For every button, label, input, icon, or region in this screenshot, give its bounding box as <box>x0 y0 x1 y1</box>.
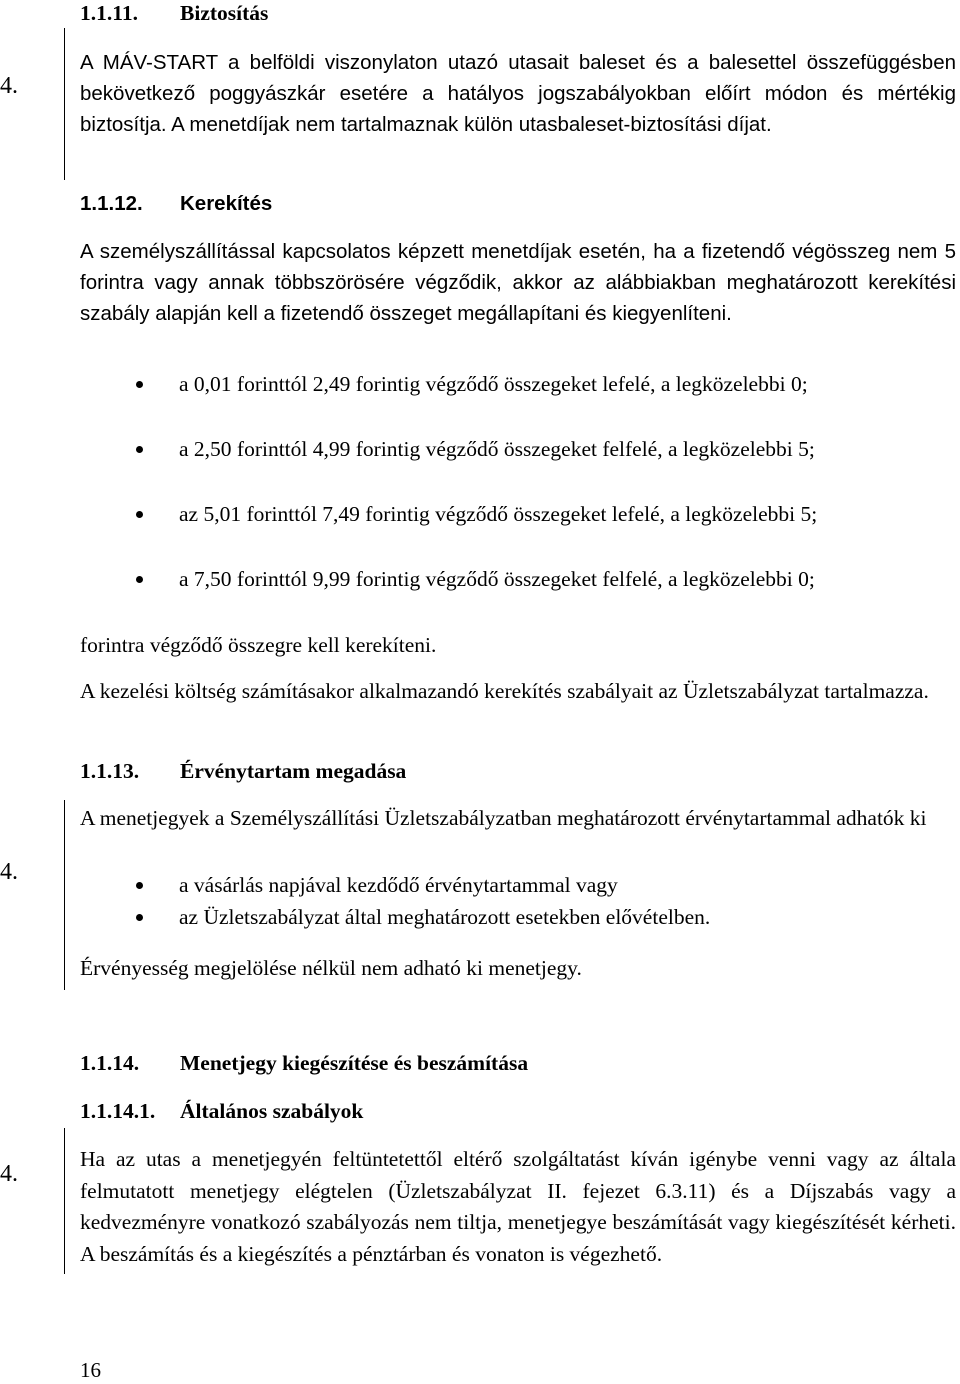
margin-marker: 4. <box>0 73 18 99</box>
page-number: 16 <box>80 1358 101 1382</box>
bullet-dot <box>136 576 143 583</box>
subsection-title: Általános szabályok <box>180 1099 364 1123</box>
bullet-dot <box>136 914 143 921</box>
list-item: a 2,50 forinttól 4,99 forintig végződő összegeket felfelé, a legközelebbi 5; <box>179 437 815 461</box>
section-title: Kerekítés <box>180 192 273 215</box>
list-item: a 0,01 forinttól 2,49 forintig végződő összegeket lefelé, a legközelebbi 0; <box>179 372 808 396</box>
paragraph: A MÁV-START a belföldi viszonylaton utazó utasait baleset és a balesettel összefüggésben bekövetkező poggyászkár esetére a hatályos jogszabályokban előírt módon és mértékig biztosítja. A menetdíjak nem tartalmaznak külön utasbaleset-biztosítási díjat. <box>80 51 956 136</box>
bullet-dot <box>136 381 143 388</box>
bullet-dot <box>136 446 143 453</box>
section-number: 1.1.11. <box>80 1 138 25</box>
list-item: a vásárlás napjával kezdődő érvénytartammal vagy <box>179 873 618 897</box>
section-heading <box>80 0 268 28</box>
paragraph: Érvényesség megjelölése nélkül nem adható ki menetjegy. <box>80 956 582 980</box>
section-title: Menetjegy kiegészítése és beszámítása <box>180 1051 529 1075</box>
section-title: Érvénytartam megadása <box>180 759 407 783</box>
section-number: 1.1.13. <box>80 759 140 783</box>
paragraph: Ha az utas a menetjegyén feltüntetettől eltérő szolgáltatást kíván igénybe venni vagy az általa felmutatott menetjegy elégtelen (Üzletszabályzat II. fejezet 6.3.11) és a Díjszabás vagy a kedvezményre vonatkozó szabályozás nem tiltja, menetjegye beszámítását vagy kiegészítését kérheti. A beszámítás és a kiegészítés a pénztárban és vonaton is végezhető. <box>80 1147 956 1266</box>
bullet-dot <box>136 511 143 518</box>
section-number: 1.1.12. <box>80 192 143 215</box>
paragraph: forintra végződő összegre kell kerekíteni. <box>80 633 437 657</box>
section-title: Biztosítás <box>180 1 269 25</box>
bullet-dot <box>136 882 143 889</box>
list-item: az 5,01 forinttól 7,49 forintig végződő összegeket lefelé, a legközelebbi 5; <box>179 502 818 526</box>
margin-marker: 4. <box>0 859 18 885</box>
paragraph: A menetjegyek a Személyszállítási Üzletszabályzatban meghatározott érvénytartammal adhatók ki <box>80 806 927 830</box>
change-bar <box>64 1128 65 1274</box>
change-bar <box>64 800 65 990</box>
subsection-number: 1.1.14.1. <box>80 1099 156 1123</box>
section-heading <box>80 1048 528 1078</box>
subsection-heading <box>80 1096 363 1126</box>
list-item: az Üzletszabályzat által meghatározott esetekben elővételben. <box>179 905 711 929</box>
section-heading <box>80 756 406 786</box>
section-number: 1.1.14. <box>80 1051 140 1075</box>
section-heading <box>80 189 272 219</box>
paragraph: A kezelési költség számításakor alkalmazandó kerekítés szabályait az Üzletszabályzat tartalmazza. <box>80 679 929 703</box>
margin-marker: 4. <box>0 1161 18 1187</box>
paragraph: A személyszállítással kapcsolatos képzett menetdíjak esetén, ha a fizetendő végösszeg nem 5 forintra vagy annak többszörösére végződik, akkor az alábbiakban meghatározott kerekítési szabály alapján kell a fizetendő összeget megállapítani és kiegyenlíteni. <box>80 240 956 325</box>
change-bar <box>64 28 65 180</box>
list-item: a 7,50 forinttól 9,99 forintig végződő összegeket felfelé, a legközelebbi 0; <box>179 567 815 591</box>
